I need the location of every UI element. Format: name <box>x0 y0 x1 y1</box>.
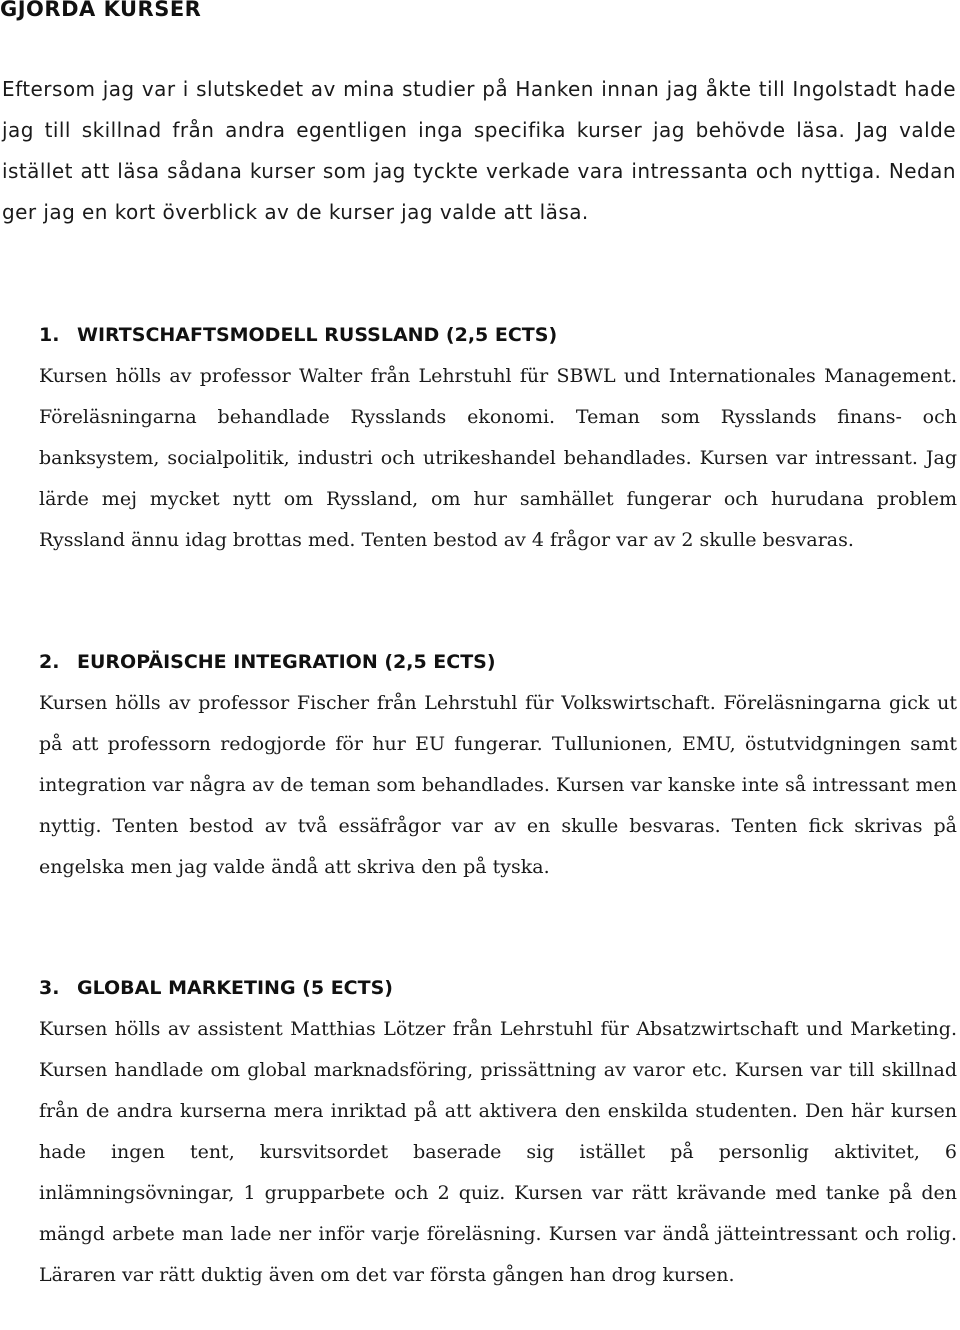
course-heading-1 <box>39 315 557 356</box>
course-title-1: WIRTSCHAFTSMODELL RUSSLAND (2,5 ECTS) <box>77 324 558 346</box>
page-title: GJORDA KURSER <box>0 0 202 21</box>
course-number-1: 1. <box>39 324 60 346</box>
course-title-2: EUROPÄISCHE INTEGRATION (2,5 ECTS) <box>77 651 496 673</box>
course-number-2: 2. <box>39 651 60 673</box>
course-heading-3 <box>39 968 393 1009</box>
course-number-3: 3. <box>39 977 60 999</box>
intro-paragraph: Eftersom jag var i slutskedet av mina studier på Hanken innan jag åkte till Ingolstadt hade jag till skillnad från andra egentligen inga specifika kurser jag behövde läsa. Jag valde istället att läsa sådana kurser som jag tyckte verkade vara intressanta och nyttiga. Nedan ger jag en kort överblick av de kurser jag valde att läsa. <box>2 77 956 224</box>
course-heading-2 <box>39 642 496 683</box>
course-description-3: Kursen hölls av assistent Matthias Lötzer från Lehrstuhl für Absatzwirtschaft und Marketing. Kursen handlade om global marknadsföring, prissättning av varor etc. Kursen var till skillnad från de andra kurserna mera inriktad på att aktivera den enskilda studenten. Den här kursen hade ingen tent, kursvitsordet baserade sig istället på personlig aktivitet, 6 inlämningsövningar, 1 grupparbete och 2 quiz. Kursen var rätt krävande med tanke på den mängd arbete man lade ner inför varje föreläsning. Kursen var ändå jätteintressant och rolig. Läraren var rätt duktig även om det var första gången han drog kursen. <box>39 1018 957 1286</box>
course-title-3: GLOBAL MARKETING (5 ECTS) <box>77 977 393 999</box>
course-description-1: Kursen hölls av professor Walter från Lehrstuhl für SBWL und Internationales Management. Föreläsningarna behandlade Rysslands ekonomi. Teman som Rysslands finans- och banksystem, socialpolitik, industri och utrikeshandel behandlades. Kursen var intressant. Jag lärde mej mycket nytt om Ryssland, om hur samhället fungerar och hurudana problem Ryssland ännu idag brottas med. Tenten bestod av 4 frågor var av 2 skulle besvaras. <box>39 365 957 551</box>
course-description-2: Kursen hölls av professor Fischer från Lehrstuhl für Volkswirtschaft. Föreläsningarna gick ut på att professorn redogjorde för hur EU fungerar. Tullunionen, EMU, östutvidgningen samt integration var några av de teman som behandlades. Kursen var kanske inte så intressant men nyttig. Tenten bestod av två essäfrågor var av en skulle besvaras. Tenten fick skrivas på engelska men jag valde ändå att skriva den på tyska. <box>39 692 957 878</box>
